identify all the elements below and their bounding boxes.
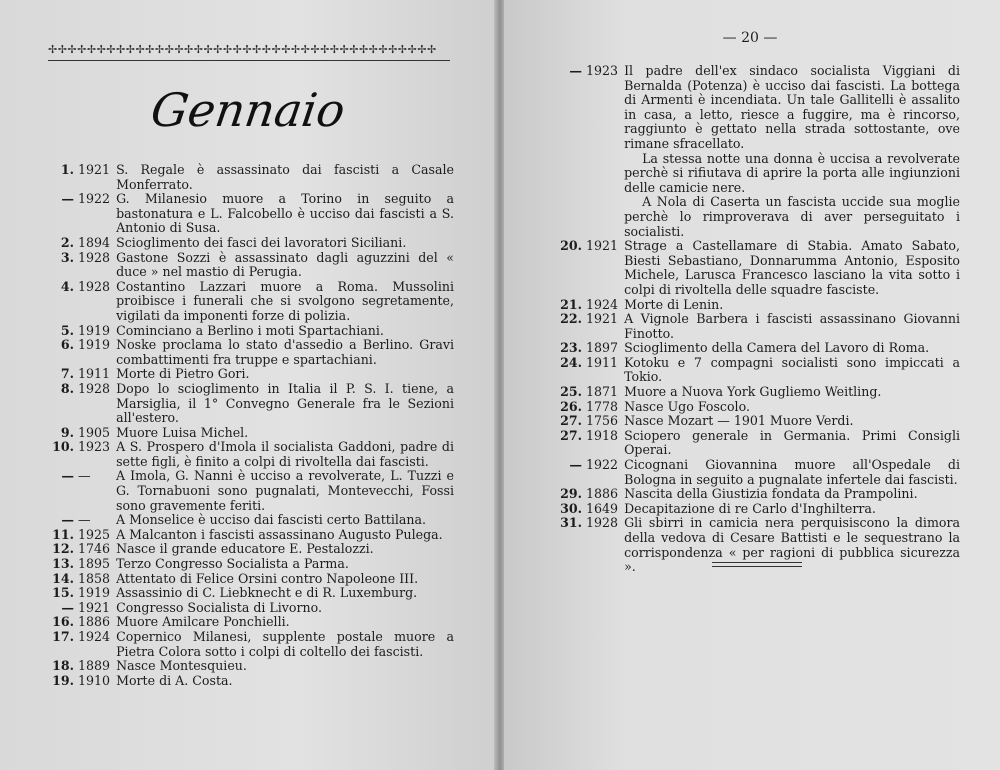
- entry-day: —: [61, 599, 74, 615]
- entry-year: 1921: [586, 238, 619, 254]
- entry-year: 1911: [586, 354, 619, 370]
- entry-day: 31.: [560, 515, 582, 531]
- entry-paragraph: Gli sbirri in camicia nera perquisiscono la dimora della vedova di Cesare Battisti e le sequestrano la corrispondenza « per ragioni di pubblica sicurezza ».: [624, 515, 960, 575]
- entry-year: 1911: [78, 366, 111, 382]
- entry-year: 1928: [78, 380, 111, 396]
- entry-day: 3.: [60, 249, 74, 265]
- entry-day: 13.: [52, 556, 74, 572]
- entry-year: 1919: [78, 322, 111, 338]
- entry-text: [624, 502, 960, 517]
- entry-text: Nasce Montesquieu.: [116, 658, 247, 674]
- entry-day: —: [61, 191, 74, 207]
- timeline-entry: [556, 298, 960, 313]
- entry-text: Copernico Milanesi, supplente postale muore a Pietra Colora sotto i colpi di coltello dei fascisti.: [116, 629, 454, 659]
- entry-year: 1924: [78, 629, 111, 644]
- entry-text: S. Regale è assassinato dai fascisti a Casale Monferrato.: [116, 162, 454, 192]
- timeline-entry: [50, 513, 454, 528]
- timeline-entry: [556, 414, 960, 429]
- timeline-entry: [50, 338, 454, 367]
- timeline-entry: [50, 469, 454, 513]
- entry-year: 1921: [586, 311, 619, 327]
- entry-year: —: [78, 512, 91, 528]
- ornamental-border: ✢✢✢✢✢✢✢✢✢✢✢✢✢✢✢✢✢✢✢✢✢✢✢✢✢✢✢✢✢✢✢✢✢✢✢✢✢✢✢✢: [48, 44, 437, 56]
- entry-text: Muore Amilcare Ponchielli.: [116, 614, 290, 630]
- entry-year: 1919: [78, 585, 111, 601]
- entry-text: [624, 400, 960, 415]
- entry-paragraph: Muore a Nuova York Gugliemo Weitling.: [624, 384, 882, 400]
- entry-year: 1871: [586, 384, 619, 400]
- entry-paragraph: Sciopero generale in Germania. Primi Consigli Operai.: [624, 427, 960, 458]
- entry-text: Noske proclama lo stato d'assedio a Berlino. Gravi combattimenti fra truppe e spartachiani.: [116, 337, 454, 367]
- entry-day: 19.: [52, 672, 74, 688]
- entry-year: 1895: [78, 556, 111, 572]
- entry-day: 21.: [560, 296, 582, 312]
- entry-day: 14.: [52, 570, 74, 586]
- entry-text: Gastone Sozzi è assassinato dagli aguzzini del « duce » nel mastio di Perugia.: [116, 249, 454, 280]
- entry-text: Attentato di Felice Orsini contro Napoleone III.: [116, 570, 419, 586]
- entry-text: Costantino Lazzari muore a Roma. Mussolini proibisce i funerali che si svolgono segretamente, vigilati da imponenti forze di polizia.: [116, 278, 454, 323]
- timeline-entry: [50, 426, 454, 441]
- entry-paragraph: Cicognani Giovannina muore all'Ospedale di Bologna in seguito a pugnalate infertele dai fascisti.: [624, 457, 960, 487]
- entry-year: 1886: [586, 486, 619, 502]
- left-entry-list: [50, 163, 454, 688]
- entry-day: 30.: [560, 500, 582, 516]
- entry-year: 1924: [586, 296, 619, 312]
- timeline-entry: [50, 557, 454, 572]
- timeline-entry: [50, 251, 454, 280]
- timeline-entry: [50, 324, 454, 339]
- entry-paragraph: Il padre dell'ex sindaco socialista Viggiani di Bernalda (Potenza) è ucciso dai fascisti. La bottega di Armenti è incendiata. Un tale Gallitelli è assalito in casa, a letto, riesce a fuggire, ma è rincorso, raggiunto è gettato nella strada sottostante, ove rimane sfracellato.: [624, 63, 960, 151]
- entry-text: A Monselice è ucciso dai fascisti certo Battilana.: [116, 512, 427, 528]
- entry-year: 1905: [78, 424, 111, 440]
- entry-day: 16.: [52, 614, 74, 630]
- entry-day: 18.: [52, 658, 74, 674]
- entry-paragraph: Kotoku e 7 compagni socialisti sono impiccati a Tokio.: [624, 354, 960, 385]
- entry-paragraph: Decapitazione di re Carlo d'Inghilterra.: [624, 500, 876, 516]
- entry-text: Cominciano a Berlino i moti Spartachiani.: [116, 322, 384, 338]
- timeline-entry: [556, 356, 960, 385]
- timeline-entry: [50, 542, 454, 557]
- timeline-entry: [50, 382, 454, 426]
- timeline-entry: [50, 192, 454, 236]
- timeline-entry: [50, 572, 454, 587]
- entry-day: 8.: [60, 380, 74, 396]
- timeline-entry: [556, 385, 960, 400]
- entry-text: A Imola, G. Nanni è ucciso a revolverate, L. Tuzzi e G. Tornabuoni sono pugnalati, Montevecchi, Fossi sono gravemente feriti.: [116, 468, 454, 513]
- entry-year: 1746: [78, 541, 111, 557]
- month-title: Gennaio: [147, 83, 349, 137]
- timeline-entry: [50, 586, 454, 601]
- entry-text: Muore Luisa Michel.: [116, 424, 249, 440]
- entry-year: 1921: [78, 162, 111, 177]
- entry-paragraph: Morte di Lenin.: [624, 296, 724, 312]
- entry-day: 6.: [60, 337, 74, 353]
- entry-year: 1910: [78, 672, 111, 688]
- left-page: [0, 0, 496, 770]
- entry-day: 25.: [560, 384, 582, 400]
- timeline-entry: [556, 64, 960, 239]
- entry-text: A S. Prospero d'Imola il socialista Gaddoni, padre di sette figli, è finito a colpi di rivoltella dai fascisti.: [116, 439, 454, 469]
- entry-year: 1894: [78, 234, 111, 250]
- entry-year: 1928: [586, 515, 619, 531]
- entry-text: [624, 64, 960, 239]
- timeline-entry: [556, 458, 960, 487]
- entry-day: 23.: [560, 340, 582, 356]
- entry-text: Scioglimento dei fasci dei lavoratori Siciliani.: [116, 234, 407, 250]
- entry-text: [624, 356, 960, 385]
- timeline-entry: [556, 502, 960, 517]
- entry-day: —: [61, 512, 74, 528]
- timeline-entry: [556, 341, 960, 356]
- entry-year: 1921: [78, 599, 111, 615]
- entry-text: Nasce il grande educatore E. Pestalozzi.: [116, 541, 374, 557]
- entry-text: Congresso Socialista di Livorno.: [116, 599, 323, 615]
- entry-paragraph: Strage a Castellamare di Stabia. Amato Sabato, Biesti Sebastiano, Donnarumma Antonio, Esposito Michele, Larusca Francesco lasciano la vita sotto i colpi di rivoltella delle squadre fasciste.: [624, 238, 960, 297]
- timeline-entry: [50, 674, 454, 689]
- timeline-entry: [50, 236, 454, 251]
- entry-day: 24.: [560, 354, 582, 370]
- entry-day: 29.: [560, 486, 582, 502]
- timeline-entry: [556, 239, 960, 297]
- entry-year: 1922: [78, 191, 111, 207]
- entry-paragraph: A Nola di Caserta un fascista uccide sua moglie perchè lo rimproverava di aver perseguitato i socialisti.: [624, 194, 960, 239]
- ornament-rule: [48, 60, 450, 61]
- entry-paragraph: A Vignole Barbera i fascisti assassinano Giovanni Finotto.: [624, 311, 960, 341]
- timeline-entry: [50, 659, 454, 674]
- entry-year: 1778: [586, 398, 619, 414]
- entry-paragraph: Nasce Ugo Foscolo.: [624, 398, 750, 414]
- entry-text: [624, 239, 960, 297]
- timeline-entry: [50, 367, 454, 382]
- entry-day: 20.: [560, 238, 582, 254]
- entry-year: 1756: [586, 413, 619, 429]
- entry-paragraph: La stessa notte una donna è uccisa a revolverate perchè si rifiutava di aprire la porta alle ingiunzioni delle camicie nere.: [624, 150, 960, 195]
- entry-year: 1889: [78, 658, 111, 674]
- entry-year: 1923: [78, 439, 111, 455]
- entry-day: 4.: [60, 278, 74, 294]
- entry-day: —: [61, 468, 74, 484]
- entry-day: 5.: [60, 322, 74, 338]
- entry-text: Dopo lo scioglimento in Italia il P. S. I. tiene, a Marsiglia, il 1° Convegno Generale fra le Sezioni all'estero.: [116, 380, 454, 426]
- entry-day: —: [569, 457, 582, 473]
- entry-year: 1928: [78, 278, 111, 294]
- entry-day: 10.: [52, 439, 74, 455]
- timeline-entry: [50, 601, 454, 616]
- entry-year: 1922: [586, 457, 619, 473]
- timeline-entry: [556, 312, 960, 341]
- entry-year: 1919: [78, 337, 111, 353]
- entry-year: 1925: [78, 526, 111, 542]
- entry-day: 1.: [60, 162, 74, 177]
- timeline-entry: [50, 630, 454, 659]
- entry-text: [624, 341, 960, 356]
- entry-text: Terzo Congresso Socialista a Parma.: [116, 556, 349, 572]
- entry-paragraph: Nasce Mozart — 1901 Muore Verdi.: [624, 413, 854, 429]
- timeline-entry: [50, 163, 454, 192]
- entry-paragraph: Nascita della Giustizia fondata da Prampolini.: [624, 486, 918, 502]
- entry-year: 1928: [78, 249, 111, 265]
- entry-year: —: [78, 468, 91, 484]
- entry-text: G. Milanesio muore a Torino in seguito a bastonatura e L. Falcobello è ucciso dai fascisti a S. Antonio di Susa.: [116, 191, 454, 236]
- entry-day: 17.: [52, 629, 74, 644]
- entry-day: 7.: [60, 366, 74, 382]
- entry-text: [624, 429, 960, 458]
- entry-day: 15.: [52, 585, 74, 601]
- entry-day: 22.: [560, 311, 582, 327]
- entry-year: 1886: [78, 614, 111, 630]
- entry-year: 1923: [586, 63, 619, 78]
- entry-text: Assassinio di C. Liebknecht e di R. Luxemburg.: [116, 585, 418, 601]
- entry-year: 1918: [586, 427, 619, 443]
- timeline-entry: [50, 280, 454, 324]
- entry-day: 9.: [60, 424, 74, 440]
- timeline-entry: [556, 429, 960, 458]
- entry-text: A Malcanton i fascisti assassinano Augusto Pulega.: [116, 526, 443, 542]
- entry-text: Morte di A. Costa.: [116, 672, 233, 688]
- entry-day: 2.: [60, 234, 74, 250]
- right-entry-list: [556, 64, 960, 575]
- entry-year: 1649: [586, 500, 619, 516]
- entry-day: 26.: [560, 398, 582, 414]
- entry-day: 27.: [560, 427, 582, 443]
- end-divider: [712, 562, 802, 570]
- entry-paragraph: Scioglimento della Camera del Lavoro di Roma.: [624, 340, 930, 356]
- entry-text: [624, 458, 960, 487]
- page-number: — 20 —: [722, 30, 778, 46]
- entry-day: —: [569, 63, 582, 78]
- timeline-entry: [50, 528, 454, 543]
- entry-day: 12.: [52, 541, 74, 557]
- timeline-entry: [556, 487, 960, 502]
- timeline-entry: [50, 615, 454, 630]
- entry-text: [624, 487, 960, 502]
- entry-day: 11.: [52, 526, 74, 542]
- entry-text: [624, 312, 960, 341]
- timeline-entry: [556, 400, 960, 415]
- entry-day: 27.: [560, 413, 582, 429]
- timeline-entry: [50, 440, 454, 469]
- entry-year: 1858: [78, 570, 111, 586]
- entry-text: [624, 298, 960, 313]
- entry-year: 1897: [586, 340, 619, 356]
- entry-text: [624, 385, 960, 400]
- entry-text: Morte di Pietro Gori.: [116, 366, 250, 382]
- entry-text: [624, 414, 960, 429]
